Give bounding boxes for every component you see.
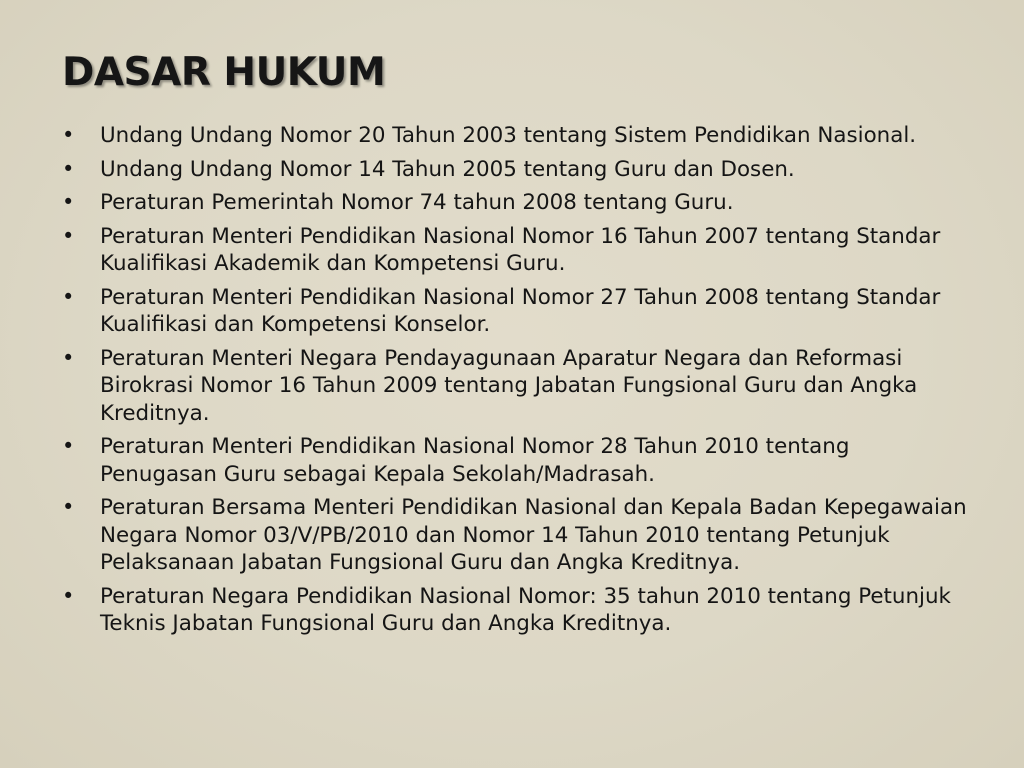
- list-item: [62, 156, 972, 184]
- list-item-text: Undang Undang Nomor 20 Tahun 2003 tentang Sistem Pendidikan Nasional.: [100, 123, 917, 148]
- list-item-text: Peraturan Menteri Negara Pendayagunaan Aparatur Negara dan Reformasi Birokrasi Nomor 16 Tahun 2009 tentang Jabatan Fungsional Guru dan Angka Kreditnya.: [100, 345, 918, 426]
- list-item-text: Peraturan Pemerintah Nomor 74 tahun 2008 tentang Guru.: [100, 190, 734, 215]
- list-item: [62, 433, 972, 488]
- legal-basis-list: [62, 122, 972, 644]
- list-item: [62, 284, 972, 339]
- bullet-icon: •: [62, 345, 75, 370]
- list-item-text: Peraturan Negara Pendidikan Nasional Nomor: 35 tahun 2010 tentang Petunjuk Teknis Jabatan Fungsional Guru dan Angka Kreditnya.: [100, 583, 951, 636]
- list-item-text: Peraturan Menteri Pendidikan Nasional Nomor 16 Tahun 2007 tentang Standar Kualifikasi Akademik dan Kompetensi Guru.: [100, 223, 941, 276]
- list-item: [62, 494, 972, 577]
- bullet-icon: •: [62, 434, 75, 458]
- list-item: [62, 122, 972, 150]
- bullet-icon: •: [62, 190, 75, 214]
- bullet-icon: •: [62, 223, 75, 248]
- bullet-icon: •: [62, 495, 75, 519]
- list-item-text: Peraturan Menteri Pendidikan Nasional Nomor 27 Tahun 2008 tentang Standar Kualifikasi dan Kompetensi Konselor.: [100, 284, 941, 337]
- list-item: [62, 583, 972, 638]
- slide-title: DASAR HUKUM: [62, 50, 386, 95]
- list-item: [62, 189, 972, 217]
- list-item-text: Peraturan Bersama Menteri Pendidikan Nasional dan Kepala Badan Kepegawaian Negara Nomor 03/V/PB/2010 dan Nomor 14 Tahun 2010 tentang Petunjuk Pelaksanaan Jabatan Fungsional Guru dan Angka Kreditnya.: [100, 495, 967, 575]
- bullet-icon: •: [62, 156, 75, 181]
- list-item: [62, 345, 972, 428]
- bullet-icon: •: [62, 583, 75, 608]
- bullet-icon: •: [62, 123, 75, 147]
- list-item-text: Peraturan Menteri Pendidikan Nasional Nomor 28 Tahun 2010 tentang Penugasan Guru sebagai Kepala Sekolah/Madrasah.: [100, 434, 850, 487]
- bullet-icon: •: [62, 284, 75, 309]
- list-item: [62, 223, 972, 278]
- list-item-text: Undang Undang Nomor 14 Tahun 2005 tentang Guru dan Dosen.: [100, 156, 795, 182]
